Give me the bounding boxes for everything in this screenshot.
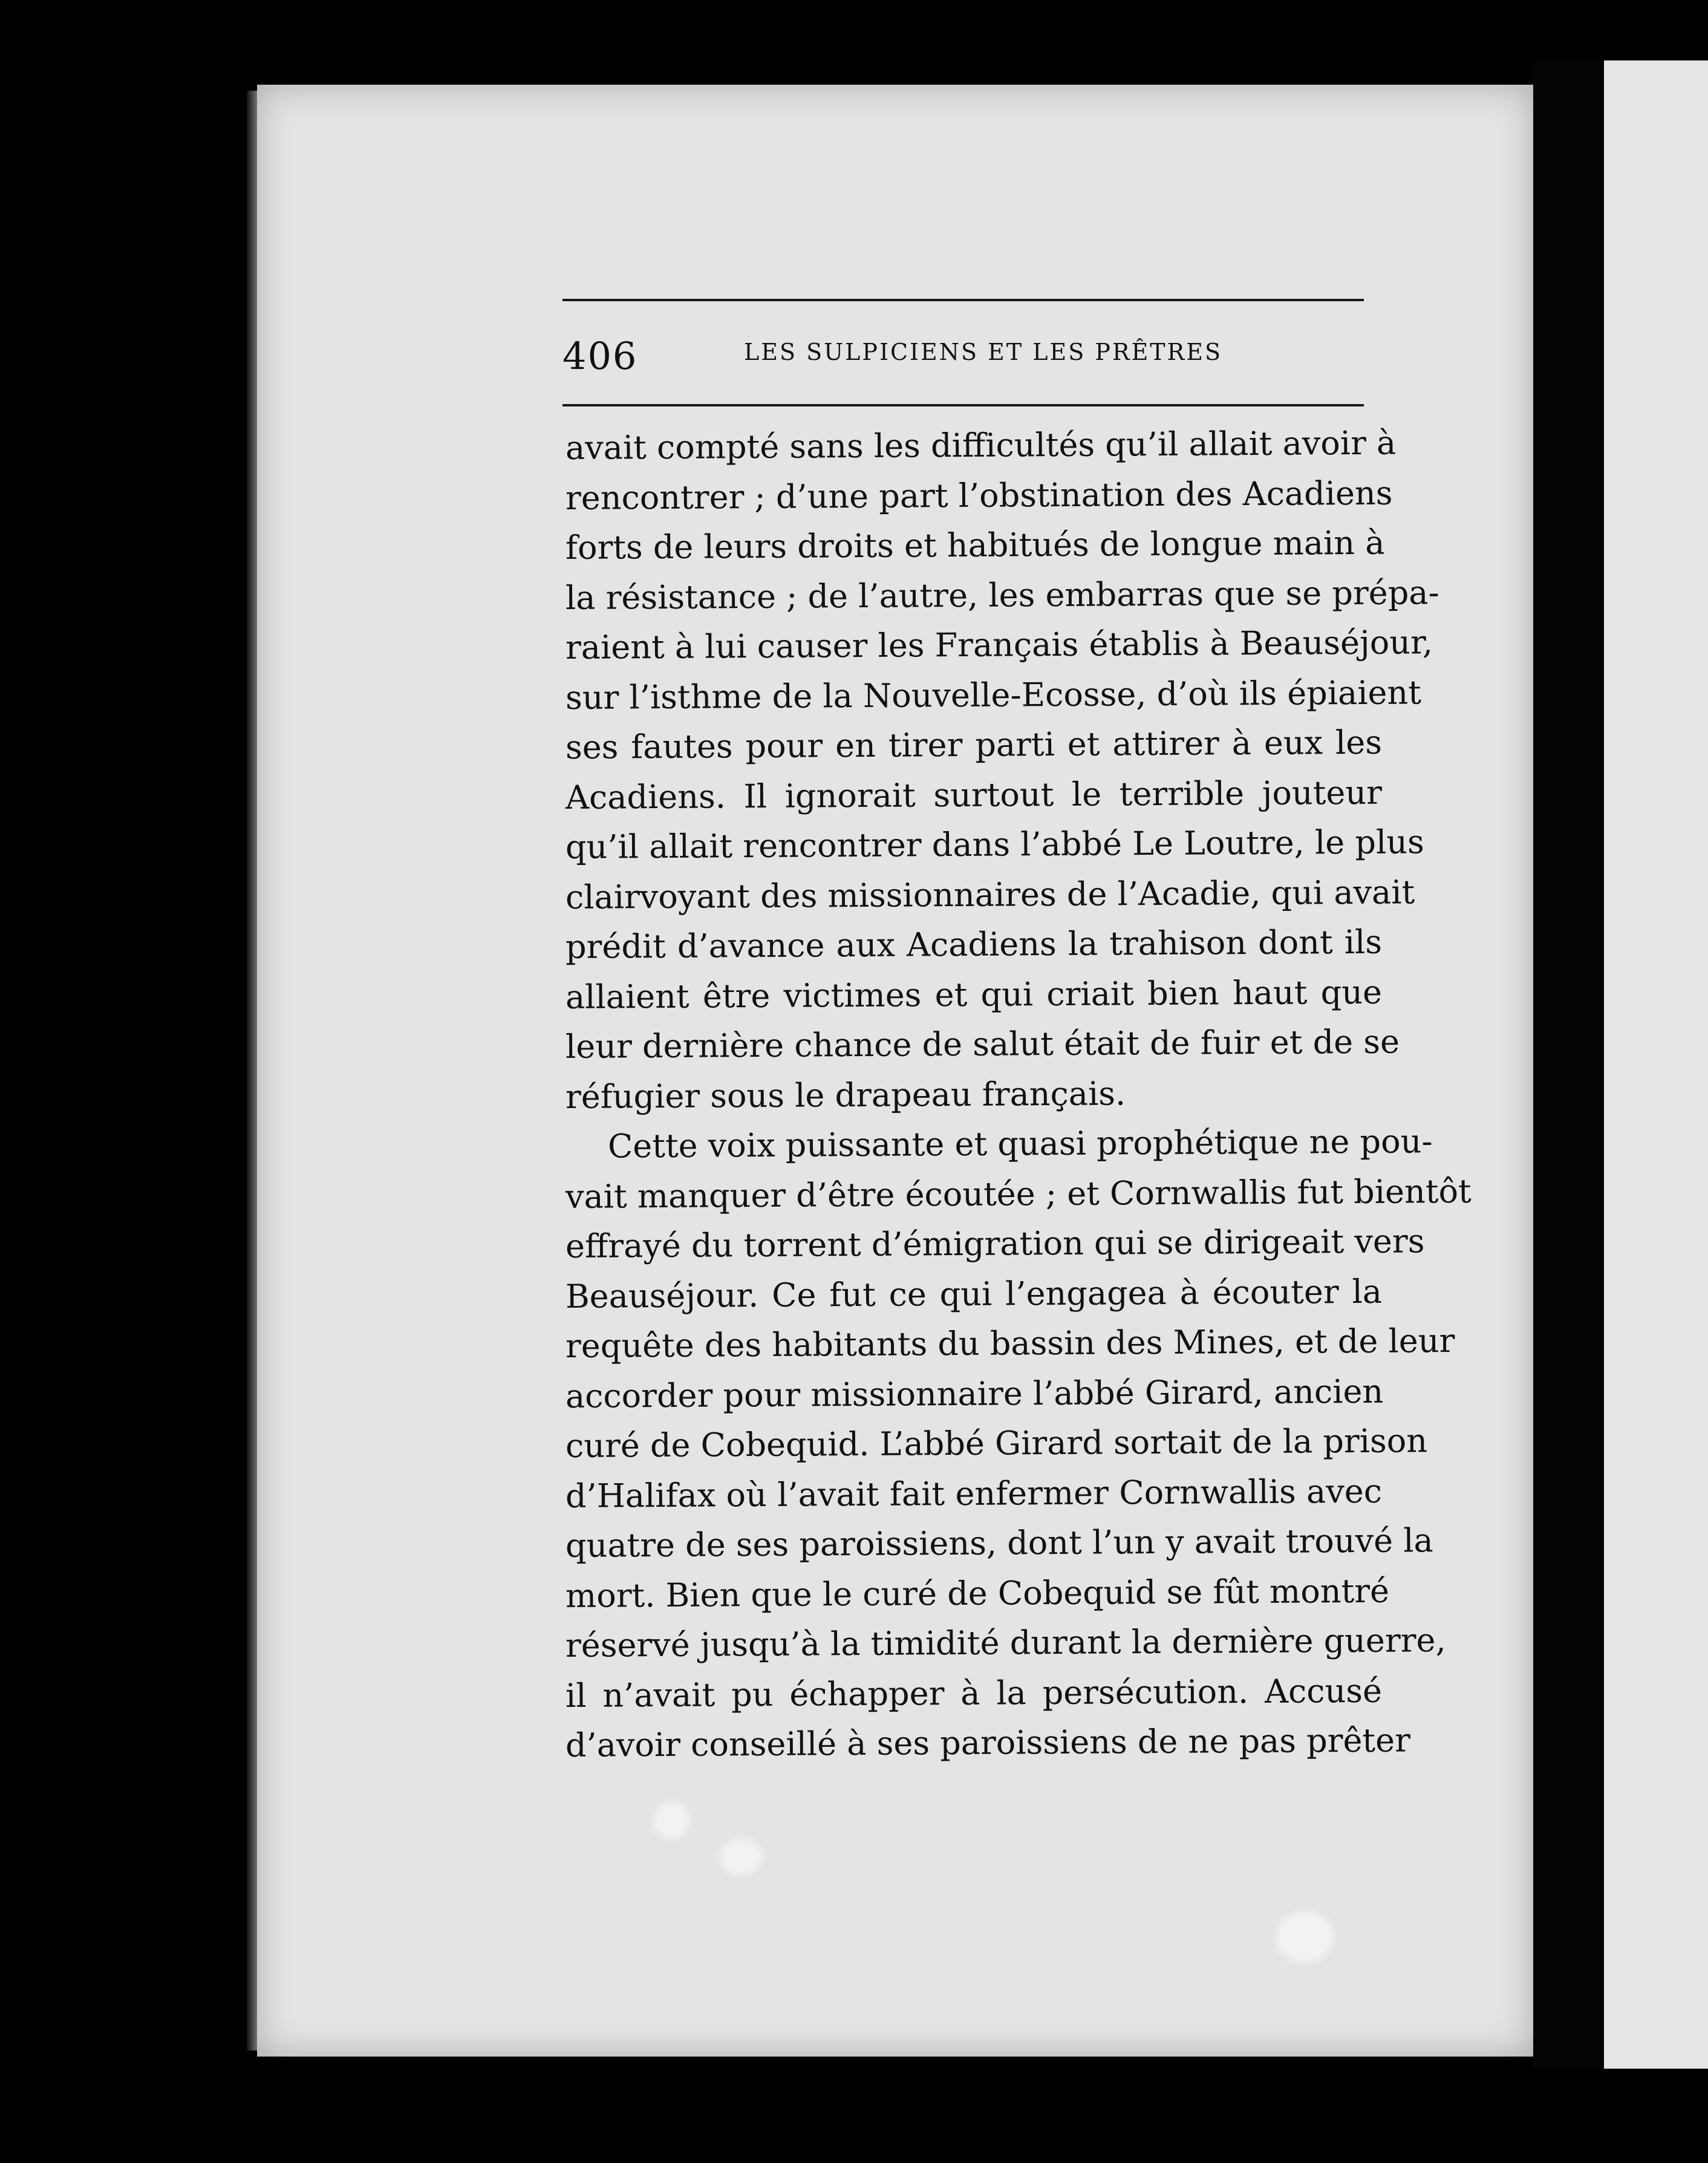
paragraph-2 — [565, 1122, 1472, 1771]
text-line: accorder pour missionnaire l’abbé Girard, ancien — [565, 1372, 1384, 1415]
scan-artifact — [720, 1839, 762, 1875]
page-number: 406 — [562, 334, 638, 378]
text-line: vait manquer d’être écoutée ; et Cornwallis fut bientôt — [565, 1172, 1472, 1216]
text-line: Beauséjour. Ce fut ce qui l’engagea à écouter la — [565, 1272, 1383, 1316]
scan-artifact — [653, 1802, 689, 1839]
text-line: effrayé du torrent d’émigration qui se dirigeait vers — [565, 1222, 1425, 1265]
text-line: sur l’isthme de la Nouvelle-Ecosse, d’où ils épiaient — [565, 673, 1422, 717]
text-line: qu’il allait rencontrer dans l’abbé Le Loutre, le plus — [565, 823, 1424, 866]
text-line: leur dernière chance de salut était de fuir et de se — [565, 1022, 1400, 1066]
text-line: ses fautes pour en tirer parti et attirer à eux les — [565, 723, 1383, 766]
running-head: LES SULPICIENS ET LES PRÊTRES — [744, 339, 1223, 365]
header-rule-bottom — [562, 404, 1364, 406]
text-line: d’avoir conseillé à ses paroissiens de ne pas prêter — [565, 1721, 1411, 1764]
text-line: réfugier sous le drapeau français. — [565, 1074, 1126, 1116]
right-page-fragment — [1604, 60, 1708, 2069]
text-line: avait compté sans les difficultés qu’il allait avoir à — [565, 423, 1397, 467]
text-line: clairvoyant des missionnaires de l’Acadie, qui avait — [565, 872, 1415, 916]
text-line: quatre de ses paroissiens, dont l’un y avait trouvé la — [565, 1521, 1433, 1565]
header-rule-top — [562, 299, 1364, 301]
text-line: Acadiens. Il ignorait surtout le terrible jouteur — [565, 773, 1383, 817]
text-line: raient à lui causer les Français établis à Beauséjour, — [565, 623, 1433, 667]
body-text — [565, 423, 1472, 1771]
text-line: la résistance ; de l’autre, les embarras que se prépa- — [565, 573, 1439, 617]
text-line: il n’avait pu échapper à la persécution. Accusé — [565, 1671, 1383, 1715]
text-line: mort. Bien que le curé de Cobequid se fût montré — [565, 1571, 1390, 1615]
text-line: rencontrer ; d’une part l’obstination des Acadiens — [565, 474, 1393, 517]
text-line: Cette voix puissante et quasi prophétique ne pou- — [607, 1122, 1433, 1166]
text-line: prédit d’avance aux Acadiens la trahison dont ils — [565, 922, 1383, 966]
text-line: allaient être victimes et qui criait bien haut que — [565, 973, 1383, 1016]
text-line: requête des habitants du bassin des Mines, et de leur — [565, 1322, 1455, 1365]
paragraph-1 — [565, 423, 1439, 1122]
book-gutter — [1533, 60, 1604, 2069]
text-line: réservé jusqu’à la timidité durant la dernière guerre, — [565, 1621, 1446, 1665]
scan-artifact — [1276, 1911, 1334, 1963]
text-line: d’Halifax où l’avait fait enfermer Cornwallis avec — [565, 1472, 1383, 1515]
text-line: forts de leurs droits et habitués de longue main à — [565, 523, 1385, 567]
text-line: curé de Cobequid. L’abbé Girard sortait de la prison — [565, 1421, 1428, 1465]
left-page-edge — [247, 91, 258, 2050]
